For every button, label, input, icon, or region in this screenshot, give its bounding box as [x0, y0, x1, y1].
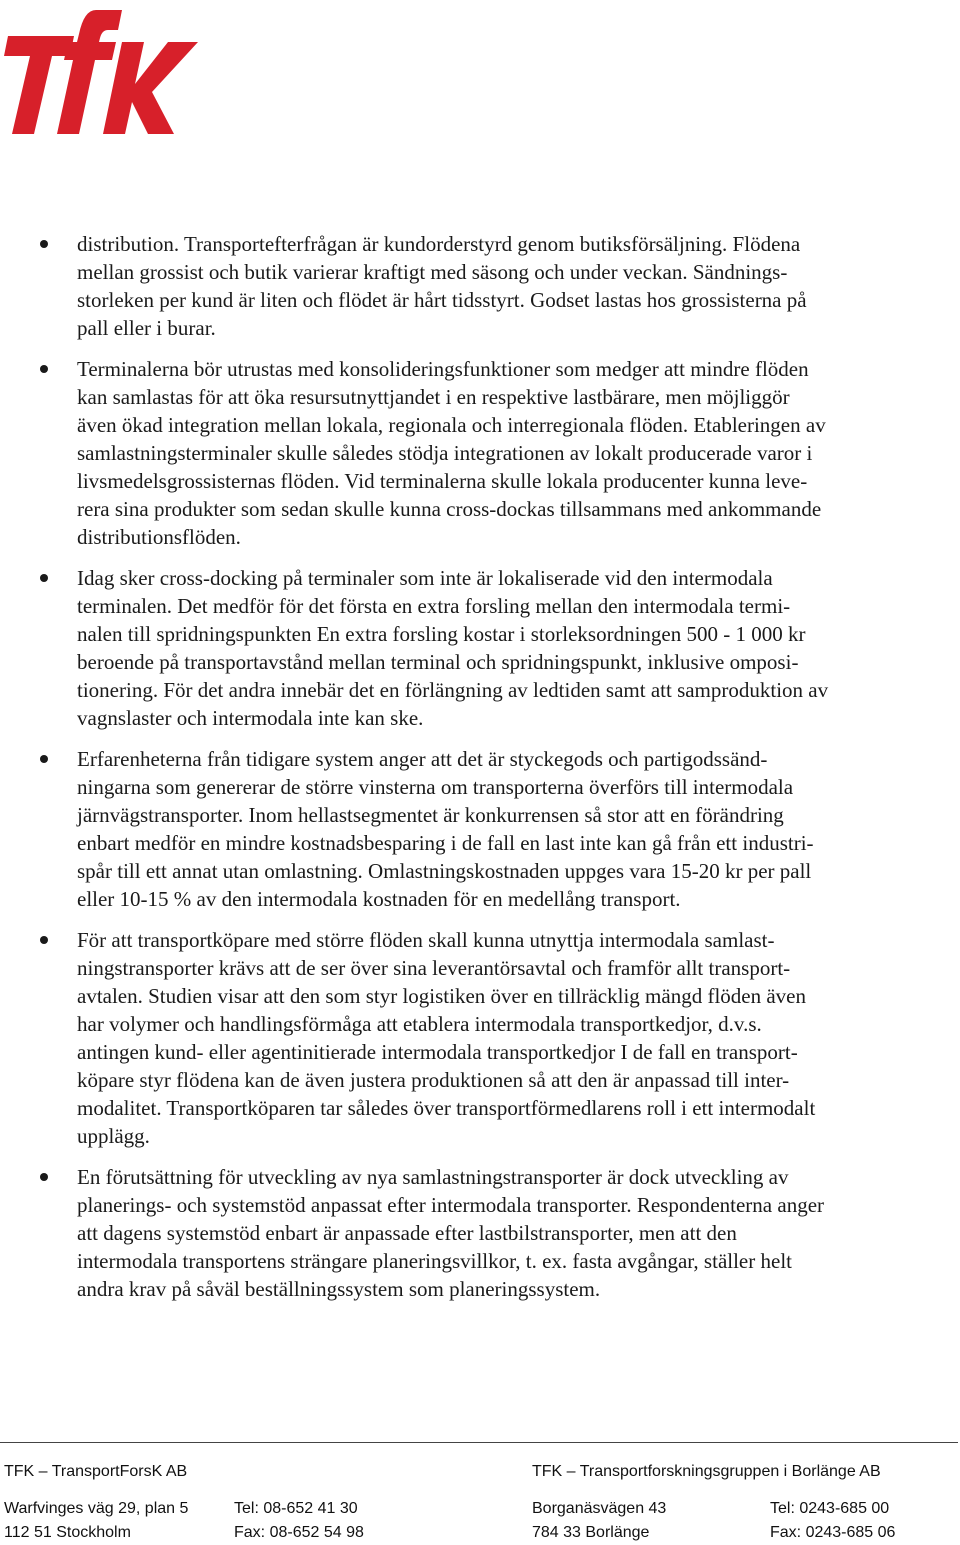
bullet-dot-icon: [40, 574, 48, 582]
bullet-item: [0, 564, 960, 732]
bullet-text-line: Idag sker cross-docking på terminaler som inte är lokaliserade vid den intermodala: [77, 566, 773, 590]
bullet-text-line: vagnslaster och intermodala inte kan ske.: [77, 706, 424, 730]
footer-right-fax: Fax: 0243-685 06: [770, 1524, 896, 1541]
bullet-dot-icon: [40, 240, 48, 248]
bullet-text-line: planerings- och systemstöd anpassat efter intermodala transporter. Respondenterna anger: [77, 1193, 825, 1217]
bullet-text-line: beroende på transportavstånd mellan terminal och spridningspunkt, inklusive omposi-: [77, 650, 799, 674]
bullet-text-line: modalitet. Transportköparen tar således över transportförmedlarens roll i ett intermodalt: [77, 1096, 816, 1120]
footer-right-org: TFK – Transportforskningsgruppen i Borlänge AB: [532, 1463, 881, 1480]
bullet-text-line: rera sina produkter som sedan skulle kunna cross-dockas tillsammans med ankommande: [77, 497, 822, 521]
bullet-text-line: pall eller i burar.: [77, 316, 216, 340]
bullet-text-line: att dagens systemstöd enbart är anpassade efter lastbilstransporter, men att den: [77, 1221, 737, 1245]
bullet-item: [0, 230, 960, 342]
bullet-text-line: andra krav på såväl beställningssystem som planeringssystem.: [77, 1277, 601, 1301]
footer-left-tel: Tel: 08-652 41 30: [234, 1500, 358, 1517]
bullet-text-line: upplägg.: [77, 1124, 150, 1148]
bullet-item: [0, 1163, 960, 1303]
bullet-text-line: ningarna som genererar de större vinsterna om transporterna överförs till intermodala: [77, 775, 794, 799]
bullet-text-line: mellan grossist och butik varierar kraftigt med säsong och under veckan. Sändnings-: [77, 260, 788, 284]
footer-left-address: Warfvinges väg 29, plan 5: [4, 1500, 189, 1517]
bullet-text-line: En förutsättning för utveckling av nya samlastningstransporter är dock utveckling av: [77, 1165, 789, 1189]
footer-left-fax: Fax: 08-652 54 98: [234, 1524, 364, 1541]
bullet-text-line: har volymer och handlingsförmåga att etablera intermodala transportkedjor, d.v.s.: [77, 1012, 762, 1036]
tfk-logo-icon: [4, 6, 200, 136]
bullet-text-line: antingen kund- eller agentinitierade intermodala transportkedjor I de fall en transport-: [77, 1040, 798, 1064]
bullet-text-line: terminalen. Det medför för det första en extra forsling mellan den intermodala termi-: [77, 594, 791, 618]
footer-left-postal: 112 51 Stockholm: [4, 1524, 131, 1541]
bullet-text-line: Terminalerna bör utrustas med konsolideringsfunktioner som medger att mindre flöden: [77, 357, 809, 381]
bullet-list: [0, 230, 960, 1316]
bullet-text-line: Erfarenheterna från tidigare system anger att det är styckegods och partigodssänd-: [77, 747, 768, 771]
bullet-dot-icon: [40, 365, 48, 373]
bullet-text-line: köpare styr flödena kan de även justera produktionen så att den är anpassad till inter-: [77, 1068, 790, 1092]
bullet-text-line: livsmedelsgrossisternas flöden. Vid terminalerna skulle lokala producenter kunna leve-: [77, 469, 808, 493]
bullet-text-line: eller 10-15 % av den intermodala kostnaden för en medellång transport.: [77, 887, 681, 911]
bullet-text-line: samlastningsterminaler skulle således stödja integrationen av lokalt producerade varor i: [77, 441, 813, 465]
bullet-text-line: ningstransporter krävs att de ser över sina leverantörsavtal och framför allt transport-: [77, 956, 791, 980]
bullet-text-line: För att transportköpare med större flöden skall kunna utnyttja intermodala samlast-: [77, 928, 775, 952]
bullet-text-line: intermodala transportens strängare planeringsvillkor, t. ex. fasta avgångar, ställer helt: [77, 1249, 792, 1273]
footer-divider: [0, 1442, 958, 1443]
bullet-text-line: spår till ett annat utan omlastning. Omlastningskostnaden uppges vara 15-20 kr per pall: [77, 859, 812, 883]
bullet-text-line: kan samlastas för att öka resursutnyttjandet i en respektive lastbärare, men möjliggör: [77, 385, 790, 409]
bullet-item: [0, 745, 960, 913]
bullet-dot-icon: [40, 1173, 48, 1181]
bullet-item: [0, 355, 960, 551]
bullet-dot-icon: [40, 936, 48, 944]
bullet-item: [0, 926, 960, 1150]
footer-left-org: TFK – TransportForsK AB: [4, 1463, 188, 1480]
bullet-text-line: nalen till spridningspunkten En extra forsling kostar i storleksordningen 500 - 1 000 kr: [77, 622, 806, 646]
footer-right-tel: Tel: 0243-685 00: [770, 1500, 890, 1517]
bullet-text-line: även ökad integration mellan lokala, regionala och interregionala flöden. Etableringen av: [77, 413, 826, 437]
tfk-logo: [4, 6, 200, 136]
bullet-text-line: distributionsflöden.: [77, 525, 241, 549]
bullet-text-line: avtalen. Studien visar att den som styr logistiken över en tillräcklig mängd flöden även: [77, 984, 806, 1008]
bullet-text-line: distribution. Transportefterfrågan är kundorderstyrd genom butiksförsäljning. Flödena: [77, 232, 801, 256]
bullet-text-line: enbart medför en mindre kostnadsbesparing i de fall en last inte kan gå från ett industri-: [77, 831, 814, 855]
bullet-text-line: storleken per kund är liten och flödet är hårt tidsstyrt. Godset lastas hos grossisterna på: [77, 288, 807, 312]
footer-right-postal: 784 33 Borlänge: [532, 1524, 650, 1541]
footer-right-address: Borganäsvägen 43: [532, 1500, 667, 1517]
bullet-text-line: tionering. För det andra innebär det en förlängning av ledtiden samt att samproduktion av: [77, 678, 829, 702]
bullet-text-line: järnvägstransporter. Inom hellastsegmentet är konkurrensen så stor att en förändring: [77, 803, 784, 827]
bullet-dot-icon: [40, 755, 48, 763]
